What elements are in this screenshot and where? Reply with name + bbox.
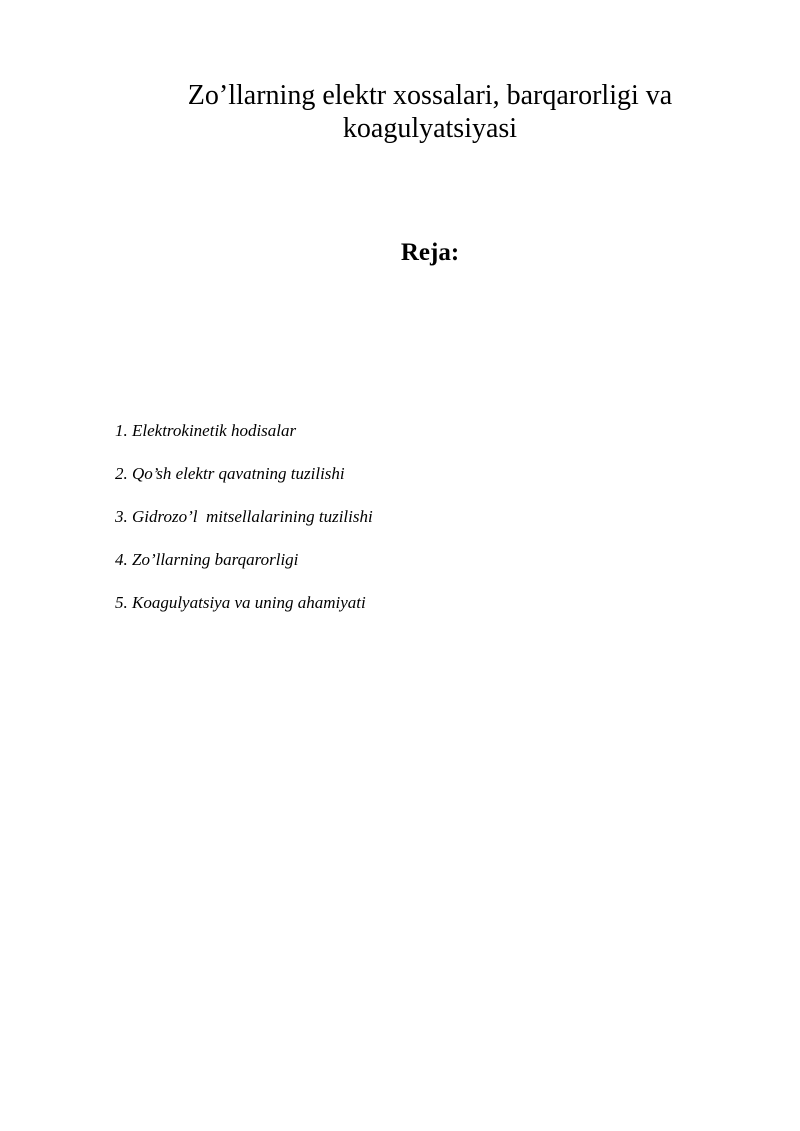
document-title (150, 79, 710, 145)
document-title-line-1: Zo’llarning elektr xossalari, barqarorligi va (187, 80, 673, 111)
plan-item-5: 5. Koagulyatsiya va uning ahamiyati (115, 593, 366, 612)
plan-item-1: 1. Elektrokinetik hodisalar (115, 421, 297, 440)
plan-item-3: 3. Gidrozo’l mitsellalarining tuzilishi (115, 507, 373, 526)
plan-item-4: 4. Zo’llarning barqarorligi (115, 550, 299, 569)
document-title-line-2: koagulyatsiyasi (342, 113, 518, 144)
plan-item-2: 2. Qo’sh elektr qavatning tuzilishi (115, 464, 345, 483)
plan-heading: Reja: (400, 239, 460, 266)
plan-list (115, 419, 373, 634)
